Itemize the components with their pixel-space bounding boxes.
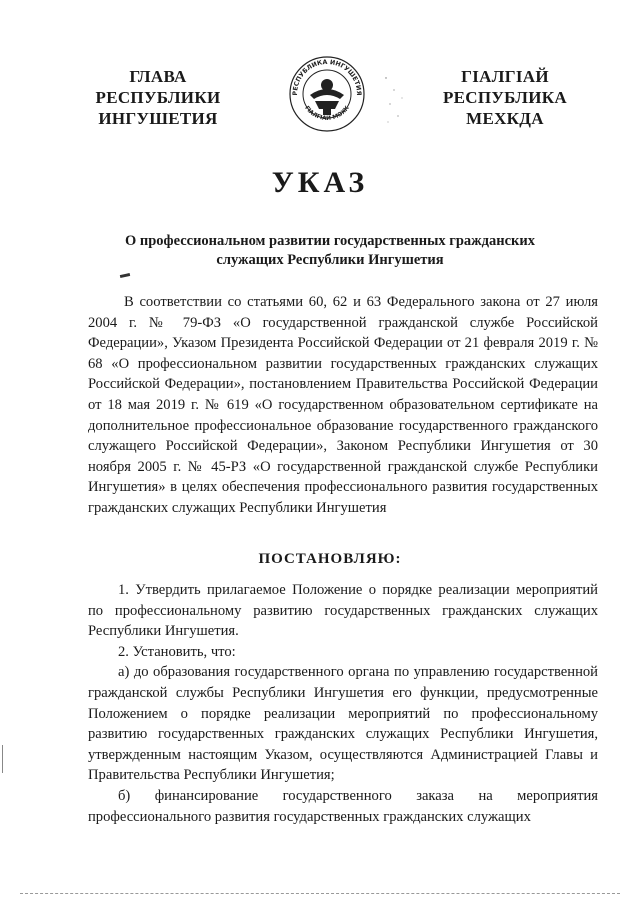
page-bottom-edge: [20, 893, 620, 894]
issuer-right-line-3: МЕХКДА: [466, 109, 544, 128]
coat-of-arms-icon: [288, 55, 366, 133]
issuer-left-header: [73, 66, 243, 129]
clause-2: 2. Установить, что:: [118, 643, 236, 660]
issuer-left-line-1: ГЛАВА: [129, 67, 187, 86]
emblem-ring-text-bottom: ГIАЛГIАЙ МОХК: [303, 105, 351, 122]
scan-mark: [120, 273, 130, 278]
resolve-heading: ПОСТАНОВЛЯЮ:: [258, 551, 402, 567]
decree-clauses: [88, 580, 598, 827]
clause-1: 1. Утвердить прилагаемое Положение о порядке реализации мероприятий по профессиональному развитию государственных гражданских служащих Республики Ингушетия.: [88, 582, 598, 640]
issuer-right-header: [420, 66, 590, 129]
scan-noise: [380, 70, 420, 130]
issuer-left-line-3: ИНГУШЕТИЯ: [98, 109, 218, 128]
issuer-right-line-1: ГIАЛГIАЙ: [461, 67, 549, 86]
issuer-left-line-2: РЕСПУБЛИКИ: [95, 88, 221, 107]
clause-2b: б) финансирование государственного заказа на мероприятия профессионального развития государственных гражданских служащих: [88, 787, 598, 825]
document-title: УКАЗ: [271, 166, 369, 199]
preamble-paragraph: В соответствии со статьями 60, 62 и 63 Федерального закона от 27 июля 2004 г. № 79-ФЗ «О государственной гражданской службе Российской Федерации», Указом Президента Российской Федерации от 21 февраля 2019 г. № 68 «О профессиональном развитии государственных гражданских служащих Российской Федерации», постановлением Правительства Российской Федерации от 18 мая 2019 г. № 619 «О государственном образовательном сертификате на дополнительное профессиональное образование государственного гражданского служащего Российской Федерации», Законом Республики Ингушетия от 30 ноября 2005 г. № 45-РЗ «О государственной гражданской службе Республики Ингушетия» в целях обеспечения профессионального развития государственных гражданских служащих Республики Ингушетия: [88, 294, 598, 516]
scan-edge-mark: [2, 745, 3, 773]
decree-subject: О профессиональном развитии государственных гражданских служащих Республики Ингушетия: [124, 233, 536, 268]
issuer-right-line-2: РЕСПУБЛИКА: [442, 88, 567, 107]
emblem-ring-text-top: РЕСПУБЛИКА ИНГУШЕТИЯ: [291, 58, 363, 96]
clause-2a: а) до образования государственного органа по управлению государственной гражданской службы Республики Ингушетия его функции, предусмотренные Положением о порядке реализации мероприятий по профессиональному развитию государственных гражданских служащих Республики Ингушетия, утвержденным настоящим Указом, осуществляются Администрацией Главы и Правительства Республики Ингушетия;: [88, 664, 598, 784]
